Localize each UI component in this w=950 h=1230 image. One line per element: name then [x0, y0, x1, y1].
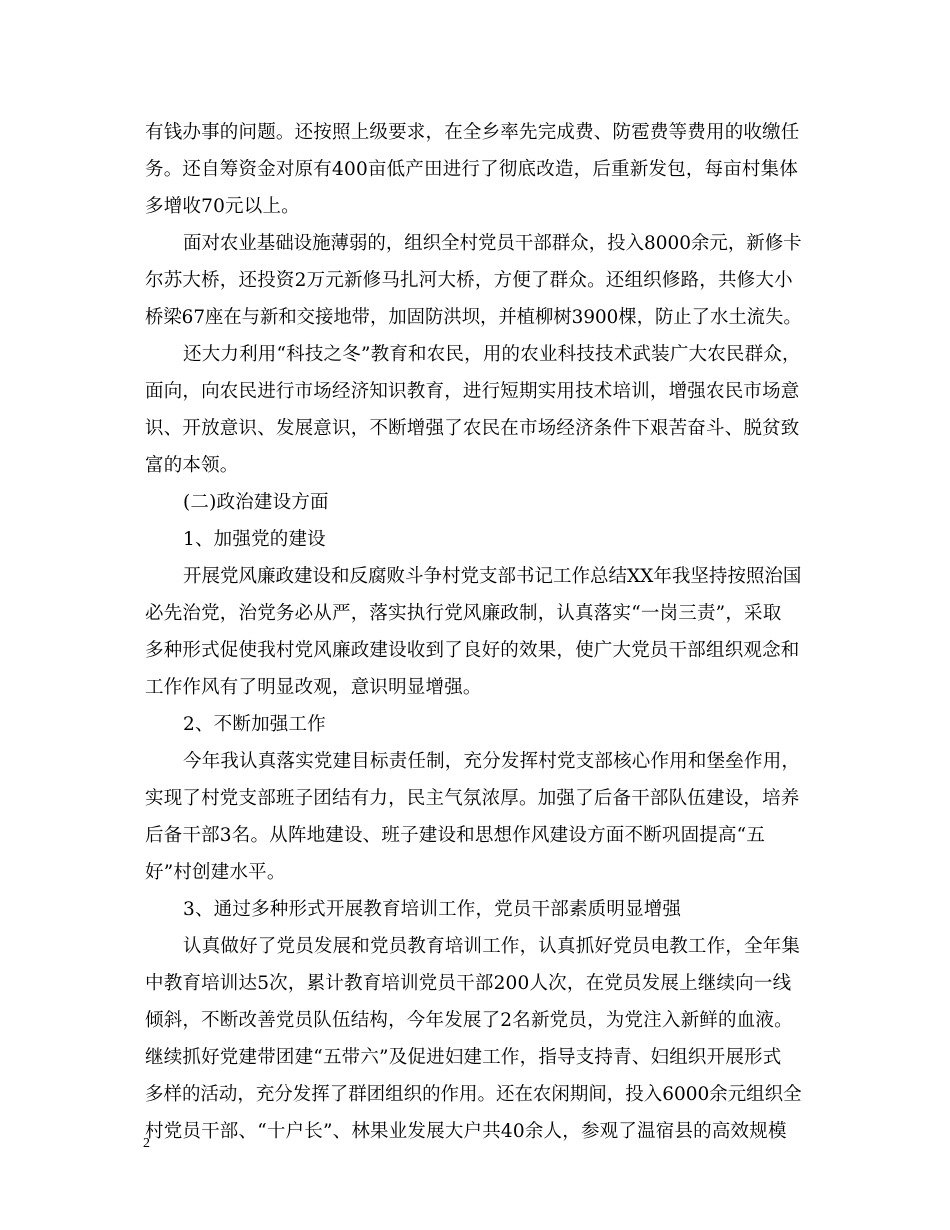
text-line: (二)政治建设方面: [183, 492, 329, 513]
text-line: 开展党风廉政建设和反腐败斗争村党支部书记工作总结XX年我坚持按照治国: [183, 566, 802, 587]
text-line: 好”村创建水平。: [145, 862, 286, 883]
text-line: 还大力利用“科技之冬”教育和农民，用的农业科技技术武装广大农民群众，: [183, 344, 801, 365]
text-line: 3、通过多种形式开展教育培训工作，党员干部素质明显增强: [183, 899, 682, 920]
text-line: 桥梁67座在与新和交接地带，加固防洪坝，并植柳树3900棵，防止了水土流失。: [145, 307, 802, 328]
text-line: 2、不断加强工作: [183, 714, 326, 735]
text-line: 富的本领。: [145, 455, 239, 476]
text-line: 识、开放意识、发展意识，不断增强了农民在市场经济条件下艰苦奋斗、脱贫致: [145, 418, 800, 439]
text-line: 工作作风有了明显改观，意识明显增强。: [145, 677, 482, 698]
text-line: 面向，向农民进行市场经济知识教育，进行短期实用技术培训，增强农民市场意: [145, 381, 800, 402]
text-line: 1、加强党的建设: [183, 529, 326, 550]
text-line: 多种形式促使我村党风廉政建设收到了良好的效果，使广大党员干部组织观念和: [145, 640, 800, 661]
text-line: 后备干部3名。从阵地建设、班子建设和思想作风建设方面不断巩固提高“五: [145, 825, 766, 846]
text-line: 认真做好了党员发展和党员教育培训工作，认真抓好党员电教工作，全年集: [183, 936, 801, 957]
text-line: 倾斜，不断改善党员队伍结构，今年发展了2名新党员，为党注入新鲜的血液。: [145, 1010, 793, 1031]
text-line: 尔苏大桥，还投资2万元新修马扎河大桥，方便了群众。还组织修路，共修大小: [145, 270, 793, 291]
text-line: 多样的活动，充分发挥了群团组织的作用。还在农闲期间，投入6000余元组织全: [145, 1084, 802, 1105]
text-line: 实现了村党支部班子团结有力，民主气氛浓厚。加强了后备干部队伍建设，培养: [145, 788, 800, 809]
text-line: 必先治党，治党务必从严，落实执行党风廉政制，认真落实“一岗三责”，采取: [145, 603, 782, 624]
text-line: 今年我认真落实党建目标责任制，充分发挥村党支部核心作用和堡垒作用，: [183, 751, 801, 772]
text-line: 继续抓好党建带团建“五带六”及促进妇建工作，指导支持青、妇组织开展形式: [145, 1047, 782, 1068]
text-line: 务。还自筹资金对原有400亩低产田进行了彻底改造，后重新发包，每亩村集体: [145, 159, 799, 180]
page-number: 2: [143, 1136, 150, 1151]
text-line: 村党员干部、“十户长”、林果业发展大户共40余人，参观了温宿县的高效规模: [145, 1121, 787, 1142]
text-line: 面对农业基础设施薄弱的，组织全村党员干部群众，投入8000余元，新修卡: [183, 233, 802, 254]
text-line: 中教育培训达5次，累计教育培训党员干部200人次，在党员发展上继续向一线: [145, 973, 792, 994]
text-line: 有钱办事的问题。还按照上级要求，在全乡率先完成费、防雹费等费用的收缴任: [145, 122, 800, 143]
text-line: 多增收70元以上。: [145, 196, 300, 217]
